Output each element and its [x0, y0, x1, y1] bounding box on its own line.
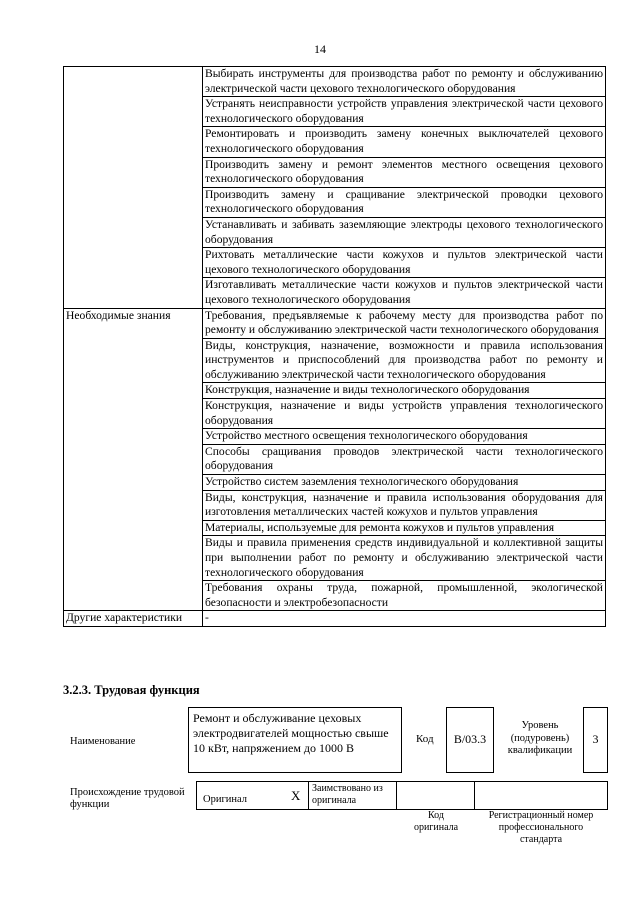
skill-item: Рихтовать металлические части кожухов и пультов электрической части цехового технологического оборудования — [203, 248, 606, 278]
table-row — [64, 308, 606, 338]
table-row — [64, 67, 606, 97]
page-number: 14 — [314, 42, 326, 56]
knowledge-item: Устройство систем заземления технологического оборудования — [203, 475, 606, 491]
divider — [308, 781, 309, 809]
knowledge-item: Конструкция, назначение и виды устройств управления технологического оборудования — [203, 399, 606, 429]
level-box — [583, 707, 608, 773]
skill-item: Ремонтировать и производить замену конечных выключателей цехового технологического оборудования — [203, 127, 606, 157]
name-label: Наименование — [70, 736, 136, 747]
other-characteristics-value: - — [203, 611, 606, 627]
origin-box — [196, 781, 608, 810]
divider — [396, 781, 397, 809]
empty-label-cell — [64, 67, 203, 309]
borrowed-label: Заимствовано из оригинала — [312, 783, 383, 806]
knowledge-item: Материалы, используемые для ремонта кожухов и пультов управления — [203, 520, 606, 536]
reg-caption: Регистрационный номер профессионального стандарта — [488, 810, 594, 845]
original-label: Оригинал — [203, 794, 247, 805]
skill-item: Выбирать инструменты для производства работ по ремонту и обслуживанию электрической части цехового технологического оборудования — [203, 67, 606, 97]
skill-item: Изготавливать металлические части кожухов и пультов электрической части цехового технологического оборудования — [203, 278, 606, 308]
code-value: B/03.3 — [453, 732, 487, 746]
function-name: Ремонт и обслуживание цеховых электродвигателей мощностью свыше 10 кВт, напряжением до 1000 В — [193, 711, 389, 755]
skill-item: Устанавливать и забивать заземляющие электроды цехового технологического оборудования — [203, 217, 606, 247]
level-value: 3 — [592, 732, 599, 746]
code-box — [446, 707, 494, 773]
section-heading: 3.2.3. Трудовая функция — [63, 683, 200, 697]
level-label: Уровень (подуровень) квалификации — [507, 720, 573, 756]
code-label: Код — [416, 733, 434, 745]
knowledge-item: Виды и правила применения средств индивидуальной и коллективной защиты при выполнении работ по ремонту и обслуживанию электрической части технологического оборудования — [203, 536, 606, 581]
code-caption: Код оригинала — [413, 810, 459, 833]
knowledge-item: Устройство местного освещения технологического оборудования — [203, 429, 606, 445]
knowledge-item: Требования, предъявляемые к рабочему месту для производства работ по ремонту и обслуживанию электрической части технологического оборудования — [203, 308, 606, 338]
divider — [474, 781, 475, 809]
other-characteristics-label: Другие характеристики — [64, 611, 203, 627]
skill-item: Устранять неисправности устройств управления электрической части цехового технологического оборудования — [203, 97, 606, 127]
knowledge-item: Требования охраны труда, пожарной, промышленной, экологической безопасности и электробезопасности — [203, 581, 606, 611]
knowledge-item: Виды, конструкция, назначение и правила использования оборудования для изготовления металлических частей кожухов и пультов управления — [203, 490, 606, 520]
knowledge-item: Виды, конструкция, назначение, возможности и правила использования инструментов и приспособлений для производства работ по ремонту и обслуживанию электрической части технологического оборудования — [203, 338, 606, 383]
skill-item: Производить замену и сращивание электрической проводки цехового технологического оборудования — [203, 187, 606, 217]
original-mark: X — [291, 788, 301, 803]
knowledge-item: Конструкция, назначение и виды технологического оборудования — [203, 383, 606, 399]
knowledge-label: Необходимые знания — [64, 308, 203, 611]
skill-item: Производить замену и ремонт элементов местного освещения цехового технологического оборудования — [203, 157, 606, 187]
table-row — [64, 611, 606, 627]
name-box — [188, 707, 402, 773]
origin-label: Происхождение трудовой функции — [70, 787, 185, 810]
skills-knowledge-table — [63, 66, 606, 627]
knowledge-item: Способы сращивания проводов электрической части технологического оборудования — [203, 444, 606, 474]
